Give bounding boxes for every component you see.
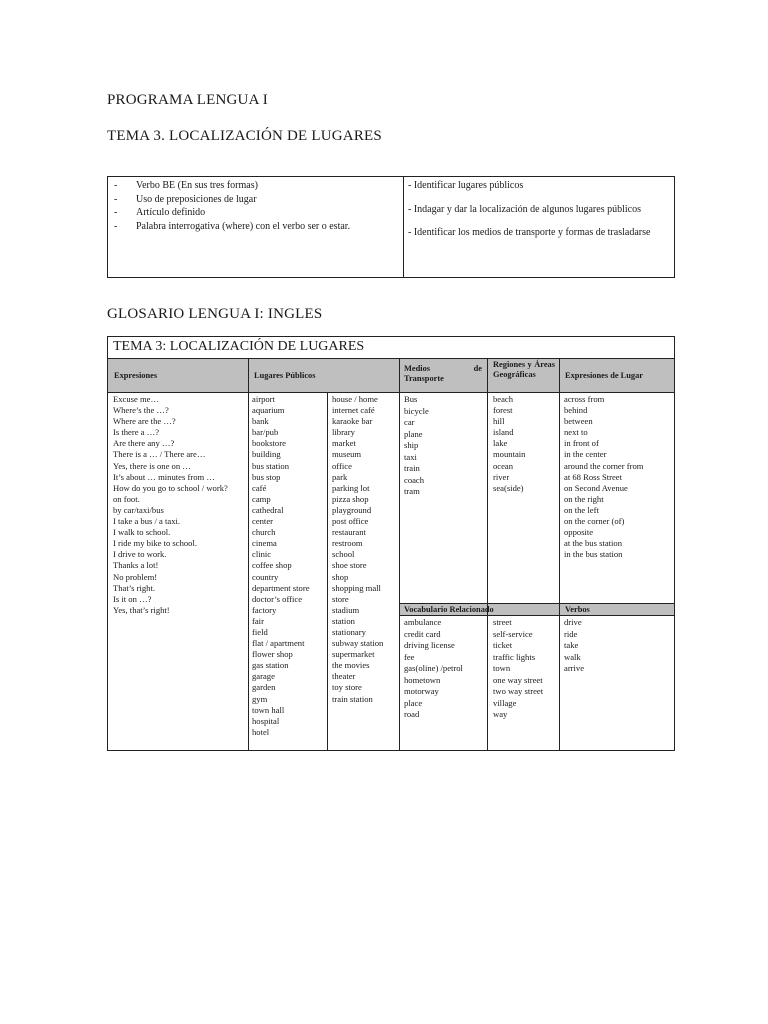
- list-item: There is a … / There are…: [113, 449, 206, 460]
- list-item: camp: [252, 493, 271, 504]
- lugares-list-2: [332, 394, 396, 705]
- list-item: on the left: [564, 504, 599, 515]
- list-item: hometown: [404, 674, 441, 685]
- list-item: bicycle: [404, 405, 429, 416]
- vocabulario-list-2: [493, 617, 543, 721]
- list-item: by car/taxi/bus: [113, 504, 164, 515]
- heading-tema: TEMA 3. LOCALIZACIÓN DE LUGARES: [107, 128, 382, 144]
- list-item: train station: [332, 693, 373, 704]
- list-item: museum: [332, 449, 362, 460]
- list-item: field: [252, 626, 268, 637]
- list-item: Yes, that’s right!: [113, 604, 170, 615]
- list-item: beach: [493, 394, 514, 404]
- list-item: walk: [564, 651, 581, 662]
- list-item: road: [404, 709, 420, 719]
- header-medios: Medios de Transporte: [404, 364, 482, 383]
- list-item: gas(oline) /petrol: [404, 663, 463, 673]
- list-item: library: [332, 427, 355, 438]
- lugares-list-1: [252, 394, 324, 738]
- list-item: cinema: [252, 538, 277, 549]
- list-item: car: [404, 417, 415, 427]
- list-item: gym: [252, 693, 268, 704]
- list-item: Are there any …?: [113, 438, 175, 449]
- list-item: credit card: [404, 628, 441, 639]
- list-item: the movies: [332, 660, 370, 671]
- list-item: traffic lights: [493, 651, 536, 662]
- list-item: airport: [252, 394, 275, 404]
- list-item: bar/pub: [252, 427, 279, 438]
- list-item: Yes, there is one on …: [113, 460, 191, 471]
- medios-list: [404, 394, 429, 498]
- list-item: factory: [252, 604, 277, 615]
- list-item: mountain: [493, 449, 526, 460]
- list-item: hill: [493, 416, 505, 427]
- list-item: store: [332, 593, 349, 604]
- list-item: fee: [404, 651, 415, 662]
- list-item: Is there a …?: [113, 427, 160, 438]
- list-item: drive: [564, 617, 582, 627]
- list-item: coach: [404, 474, 425, 485]
- verbos-list: [564, 617, 584, 675]
- list-item: church: [252, 527, 276, 538]
- list-item: across from: [564, 394, 605, 404]
- glossary-table: [107, 336, 675, 751]
- content-item: Palabra interrogativa (where) con el verbo ser o estar.: [136, 220, 351, 232]
- content-item: Artículo definido: [136, 207, 206, 218]
- list-item: shoe store: [332, 560, 367, 571]
- list-item: Where’s the …?: [113, 405, 169, 416]
- objective-item: - Indagar y dar la localización de algunos lugares públicos: [408, 203, 641, 215]
- list-item: I drive to work.: [113, 549, 167, 560]
- list-item: shopping mall: [332, 582, 381, 593]
- list-item: bus station: [252, 460, 290, 471]
- list-item: lake: [493, 438, 508, 449]
- list-item: in the bus station: [564, 549, 623, 560]
- list-item: cathedral: [252, 504, 284, 515]
- list-item: self-service: [493, 628, 533, 639]
- list-item: hotel: [252, 726, 270, 737]
- expresiones-lugar-list: [564, 394, 643, 560]
- list-item: bank: [252, 416, 269, 427]
- list-item: clinic: [252, 549, 272, 560]
- list-item: garage: [252, 671, 275, 682]
- list-item: ride: [564, 628, 578, 639]
- list-item: supermarket: [332, 649, 375, 660]
- list-item: bookstore: [252, 438, 286, 449]
- list-item: on the corner (of): [564, 516, 625, 527]
- vocabulario-list-1: [404, 617, 463, 721]
- list-item: restroom: [332, 538, 363, 549]
- list-item: next to: [564, 427, 588, 438]
- header-vocabulario: Vocabulario Relacionado: [404, 605, 494, 614]
- list-item: doctor’s office: [252, 593, 303, 604]
- list-item: - Palabra interrogativa (where) con el verbo ser o estar.: [114, 220, 351, 232]
- list-item: aquarium: [252, 405, 285, 416]
- list-item: in front of: [564, 438, 599, 449]
- list-item: parking lot: [332, 482, 370, 493]
- list-item: ship: [404, 440, 419, 450]
- regiones-list: [493, 394, 525, 494]
- list-item: motorway: [404, 686, 439, 696]
- list-item: one way street: [493, 674, 543, 685]
- list-item: village: [493, 697, 517, 708]
- content-item: Verbo BE (En sus tres formas): [136, 180, 258, 191]
- list-item: station: [332, 615, 355, 626]
- list-item: center: [252, 516, 273, 527]
- list-item: Where are the …?: [113, 416, 176, 427]
- list-item: That’s right.: [113, 582, 156, 593]
- list-item: garden: [252, 682, 276, 693]
- list-item: behind: [564, 405, 588, 416]
- objective-item: - Identificar lugares públicos: [408, 180, 524, 191]
- list-item: river: [493, 471, 510, 482]
- list-item: playground: [332, 504, 372, 515]
- list-item: It’s about … minutes from …: [113, 471, 215, 482]
- list-item: driving license: [404, 640, 455, 650]
- list-item: toy store: [332, 682, 362, 693]
- heading-glossary: GLOSARIO LENGUA I: INGLES: [107, 306, 323, 322]
- list-item: house / home: [332, 394, 378, 404]
- list-item: department store: [252, 582, 310, 593]
- list-item: pizza shop: [332, 493, 369, 504]
- list-item: ticket: [493, 640, 513, 650]
- list-item: two way street: [493, 686, 544, 696]
- list-item: island: [493, 427, 514, 438]
- list-item: in the center: [564, 449, 607, 460]
- list-item: town: [493, 663, 511, 673]
- content-item: Uso de preposiciones de lugar: [136, 193, 257, 205]
- list-item: sea(side): [493, 482, 524, 493]
- list-item: at 68 Ross Street: [564, 471, 623, 482]
- list-item: shop: [332, 571, 349, 582]
- list-item: tram: [404, 486, 420, 496]
- list-item: plane: [404, 428, 423, 439]
- list-item: train: [404, 463, 420, 473]
- list-item: stadium: [332, 604, 360, 615]
- list-item: country: [252, 571, 279, 582]
- list-item: restaurant: [332, 527, 366, 538]
- header-lugares: Lugares Públicos: [254, 371, 316, 380]
- list-item: How do you go to school / work?: [113, 482, 228, 493]
- list-item: - Verbo BE (En sus tres formas): [114, 180, 258, 191]
- list-item: taxi: [404, 451, 417, 462]
- list-item: way: [493, 709, 508, 719]
- list-item: hospital: [252, 715, 280, 726]
- list-item: between: [564, 416, 593, 427]
- list-item: internet café: [332, 405, 375, 416]
- list-item: forest: [493, 405, 513, 416]
- glossary-title: TEMA 3: LOCALIZACIÓN DE LUGARES: [108, 337, 674, 359]
- list-item: at the bus station: [564, 538, 622, 549]
- list-item: flat / apartment: [252, 638, 305, 649]
- list-item: take: [564, 640, 579, 650]
- header-expresiones-lugar: Expresiones de Lugar: [565, 371, 644, 380]
- list-item: fair: [252, 615, 264, 626]
- list-item: I ride my bike to school.: [113, 538, 198, 549]
- list-item: - Artículo definido: [114, 207, 206, 218]
- list-item: karaoke bar: [332, 416, 373, 427]
- heading-program: PROGRAMA LENGUA I: [107, 92, 268, 108]
- list-item: around the corner from: [564, 460, 644, 471]
- list-item: café: [252, 482, 267, 493]
- objective-item: - Identificar los medios de transporte y formas de trasladarse: [408, 227, 651, 238]
- list-item: ocean: [493, 460, 514, 471]
- list-item: Thanks a lot!: [113, 560, 159, 571]
- list-item: - Uso de preposiciones de lugar: [114, 193, 257, 205]
- list-item: No problem!: [113, 571, 158, 582]
- list-item: ambulance: [404, 617, 442, 627]
- list-item: town hall: [252, 704, 285, 715]
- list-item: coffee shop: [252, 560, 292, 571]
- list-item: I take a bus / a taxi.: [113, 516, 181, 527]
- contents-cell: [108, 177, 404, 277]
- list-item: Is it on …?: [113, 593, 152, 604]
- list-item: on the right: [564, 493, 604, 504]
- list-item: gas station: [252, 660, 289, 671]
- list-item: flower shop: [252, 649, 293, 660]
- list-item: market: [332, 438, 356, 449]
- list-item: stationary: [332, 626, 366, 637]
- list-item: subway station: [332, 638, 384, 649]
- list-item: arrive: [564, 663, 585, 673]
- list-item: Excuse me…: [113, 394, 160, 404]
- objectives-cell: [404, 177, 674, 277]
- expresiones-list: [113, 394, 228, 616]
- list-item: school: [332, 549, 355, 560]
- list-item: opposite: [564, 527, 594, 538]
- list-item: post office: [332, 516, 369, 527]
- list-item: bus stop: [252, 471, 281, 482]
- list-item: building: [252, 449, 281, 460]
- list-item: park: [332, 471, 348, 482]
- header-expresiones: Expresiones: [114, 371, 158, 380]
- list-item: on Second Avenue: [564, 482, 628, 493]
- objectives-table: [107, 176, 675, 278]
- list-item: on foot.: [113, 493, 140, 504]
- list-item: street: [493, 617, 512, 627]
- header-regiones: Regiones y Áreas Geográficas: [493, 360, 555, 379]
- list-item: Bus: [404, 394, 418, 404]
- header-verbos: Verbos: [565, 605, 590, 614]
- list-item: place: [404, 697, 423, 708]
- list-item: office: [332, 460, 352, 471]
- list-item: theater: [332, 671, 356, 682]
- list-item: I walk to school.: [113, 527, 171, 538]
